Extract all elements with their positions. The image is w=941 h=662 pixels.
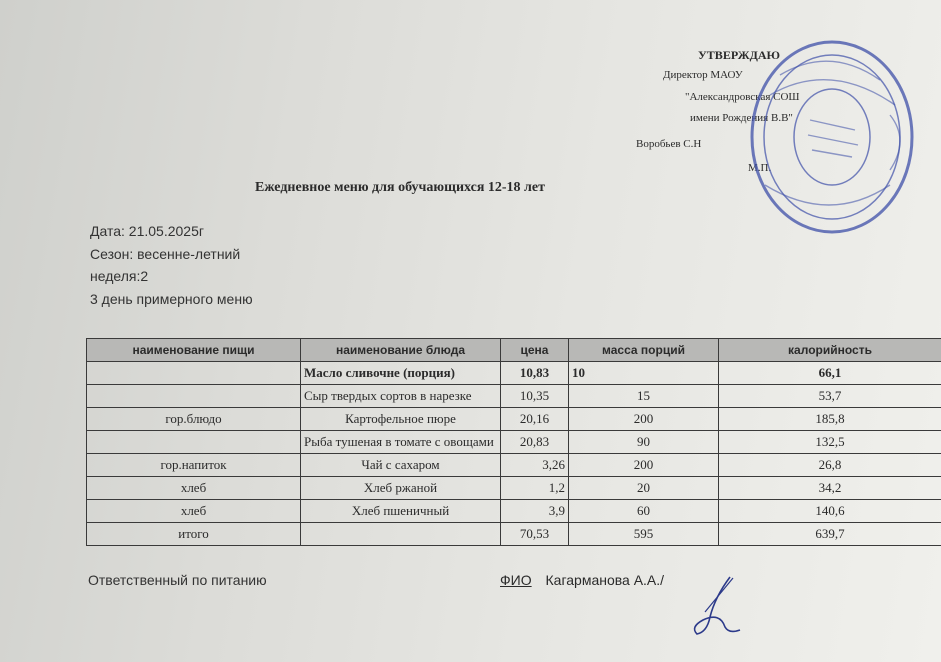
- cell-price: 3,26: [501, 454, 569, 477]
- fio-block: [500, 572, 664, 588]
- approval-line-1: Директор МАОУ: [663, 69, 743, 81]
- cell-price: 10,83: [501, 362, 569, 385]
- cell-mass: 20: [569, 477, 719, 500]
- menu-day: 3 день примерного меню: [90, 290, 253, 307]
- cell-dish: Сыр твердых сортов в нарезке: [301, 385, 501, 408]
- cell-calories: 53,7: [719, 385, 941, 408]
- cell-total-calories: 639,7: [719, 523, 941, 546]
- cell-food-type: хлеб: [87, 500, 301, 523]
- cell-dish: [301, 523, 501, 546]
- cell-mass: 15: [569, 385, 719, 408]
- cell-calories: 34,2: [719, 477, 941, 500]
- cell-mass: 90: [569, 431, 719, 454]
- cell-dish: Хлеб ржаной: [301, 477, 501, 500]
- cell-food-type: [87, 385, 301, 408]
- cell-calories: 26,8: [719, 454, 941, 477]
- fio-label: ФИО: [500, 572, 532, 588]
- cell-calories: 140,6: [719, 500, 941, 523]
- menu-week: неделя:2: [90, 268, 149, 284]
- table-row: [87, 500, 941, 523]
- menu-table: [86, 338, 941, 546]
- cell-dish: Рыба тушеная в томате с овощами: [301, 431, 501, 454]
- cell-dish: Хлеб пшеничный: [301, 500, 501, 523]
- table-row: [87, 385, 941, 408]
- approval-line-3: имени Рождения В.В": [690, 112, 793, 124]
- cell-price: 10,35: [501, 385, 569, 408]
- cell-mass: 10: [569, 362, 719, 385]
- approval-line-5: М.П.: [748, 162, 772, 174]
- cell-price: 1,2: [501, 477, 569, 500]
- cell-food-type: гор.блюдо: [87, 408, 301, 431]
- handwritten-signature: [685, 572, 755, 642]
- menu-info: [90, 220, 253, 310]
- responsible-label: Ответственный по питанию: [88, 572, 267, 588]
- cell-mass: 200: [569, 408, 719, 431]
- approval-line-2: "Александровская СОШ: [685, 91, 800, 103]
- header-food-type: наименование пищи: [87, 339, 301, 362]
- cell-dish: Чай с сахаром: [301, 454, 501, 477]
- cell-mass: 60: [569, 500, 719, 523]
- table-row: [87, 408, 941, 431]
- cell-food-type: гор.напиток: [87, 454, 301, 477]
- cell-price: 20,16: [501, 408, 569, 431]
- menu-date: Дата: 21.05.2025г: [90, 223, 204, 239]
- header-dish-name: наименование блюда: [301, 339, 501, 362]
- approval-line-4: Воробьев С.Н: [636, 138, 702, 150]
- cell-calories: 132,5: [719, 431, 941, 454]
- cell-calories: 66,1: [719, 362, 941, 385]
- table-header-row: [87, 339, 941, 362]
- cell-food-type: [87, 431, 301, 454]
- cell-food-type: хлеб: [87, 477, 301, 500]
- page-title: Ежедневное меню для обучающихся 12-18 лет: [255, 180, 546, 195]
- cell-food-type: [87, 362, 301, 385]
- menu-season: Сезон: весенне-летний: [90, 245, 241, 262]
- table-total-row: [87, 523, 941, 546]
- cell-price: 20,83: [501, 431, 569, 454]
- cell-dish: Масло сливочне (порция): [301, 362, 501, 385]
- cell-total-mass: 595: [569, 523, 719, 546]
- approval-heading: УТВЕРЖДАЮ: [698, 48, 781, 62]
- table-row: [87, 362, 941, 385]
- header-portion-mass: масса порций: [569, 339, 719, 362]
- table-row: [87, 477, 941, 500]
- responsible-name: Кагарманова А.А./: [545, 572, 665, 588]
- cell-calories: 185,8: [719, 408, 941, 431]
- cell-dish: Картофельное пюре: [301, 408, 501, 431]
- cell-price: 3,9: [501, 500, 569, 523]
- cell-mass: 200: [569, 454, 719, 477]
- cell-total-label: итого: [87, 523, 301, 546]
- header-price: цена: [501, 339, 569, 362]
- header-calories: калорийность: [719, 339, 941, 362]
- cell-total-price: 70,53: [501, 523, 569, 546]
- school-seal-stamp: [740, 35, 920, 240]
- table-row: [87, 431, 941, 454]
- table-row: [87, 454, 941, 477]
